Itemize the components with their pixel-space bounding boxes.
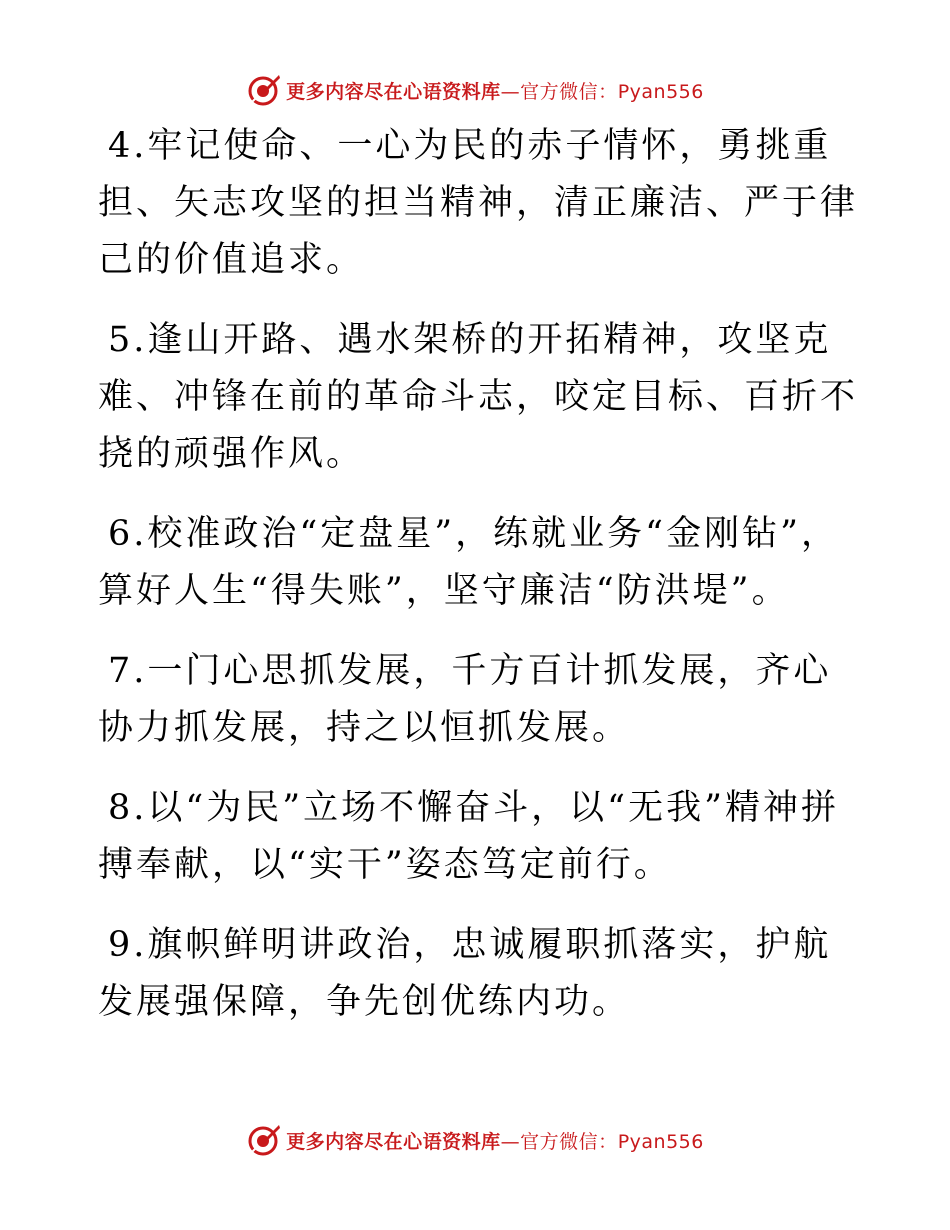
list-item-5: 5.逢山开路、遇水架桥的开拓精神，攻坚克难、冲锋在前的革命斗志，咬定目标、百折不挠的顽强作风。	[98, 320, 859, 474]
watermark-site-name: 更多内容尽在心语资料库	[286, 1130, 501, 1153]
list-item-9: 9.旗帜鲜明讲政治，忠诚履职抓落实，护航发展强保障，争先创优练内功。	[98, 925, 832, 1022]
watermark-wechat-label: 官方微信：	[520, 80, 618, 103]
header-watermark	[0, 70, 950, 110]
quill-logo-icon	[246, 72, 282, 108]
watermark-dash: —	[500, 1130, 521, 1153]
footer-watermark	[0, 1120, 950, 1160]
quill-logo-icon	[246, 1122, 282, 1158]
watermark-wechat-id: Pyan556	[617, 1130, 704, 1153]
watermark-wechat-label: 官方微信：	[520, 1130, 618, 1153]
document-body	[98, 118, 858, 1054]
watermark-site-name: 更多内容尽在心语资料库	[286, 80, 501, 103]
watermark-wechat-id: Pyan556	[617, 80, 704, 103]
watermark-text	[286, 77, 704, 104]
list-item-4: 4.牢记使命、一心为民的赤子情怀，勇挑重担、矢志攻坚的担当精神，清正廉洁、严于律己的价值追求。	[98, 126, 859, 280]
list-item-7: 7.一门心思抓发展，千方百计抓发展，齐心协力抓发展，持之以恒抓发展。	[98, 651, 832, 748]
watermark-text	[286, 1127, 704, 1154]
list-item-8: 8.以“为民”立场不懈奋斗，以“无我”精神拼搏奉献，以“实干”姿态笃定前行。	[98, 788, 839, 885]
list-item-6: 6.校准政治“定盘星”，练就业务“金刚钻”，算好人生“得失账”，坚守廉洁“防洪堤”。	[98, 514, 839, 611]
watermark-dash: —	[500, 80, 521, 103]
